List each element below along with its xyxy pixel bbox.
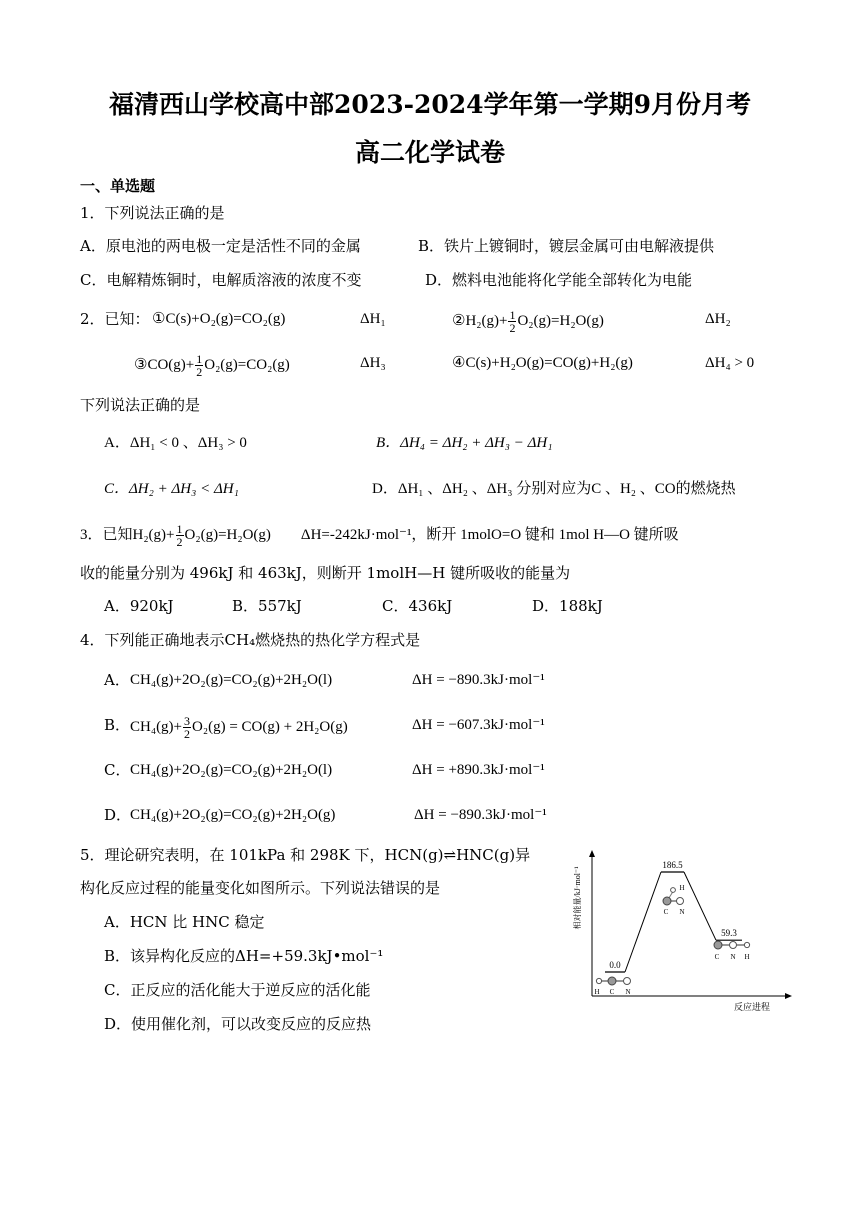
- q2-eq2-right: O₂(g)=H₂O(g): [517, 312, 604, 329]
- hnc-h-atom: [744, 942, 749, 947]
- connector-up: [625, 872, 661, 972]
- q2-option-a: A．ΔH₁ < 0 、ΔH₃ > 0: [104, 435, 247, 451]
- q3-fraction: [176, 523, 184, 548]
- q3-line2: 收的能量分别为 496kJ 和 463kJ，则断开 1molH—H 键所吸收的能量为: [80, 564, 571, 582]
- q3-option-a: A．920kJ: [104, 597, 174, 615]
- q2-eq3: [134, 353, 290, 378]
- q4-b-eq-right: O₂(g) = CO(g) + 2H₂O(g): [192, 718, 348, 735]
- hcn-h-atom: [596, 978, 601, 983]
- q3-line1: [80, 523, 679, 548]
- hnc-c-label: C: [714, 953, 720, 961]
- q2-dh3: ΔH₃: [360, 355, 386, 371]
- hcn-n-label: N: [625, 988, 631, 996]
- connector-down: [684, 872, 716, 940]
- q3-line1-left: 3．已知H₂(g)+: [80, 526, 175, 543]
- q2-eq1: ①C(s)+O₂(g)=CO₂(g): [152, 311, 286, 327]
- q4-option-d-label: D．: [104, 806, 132, 824]
- q2-eq3-frac-num: 1: [196, 352, 203, 366]
- q1-option-a: A．原电池的两电极一定是活性不同的金属: [80, 237, 361, 255]
- q2-eq2-frac-den: 2: [509, 321, 516, 335]
- q2-option-b: B．ΔH₄ = ΔH₂ + ΔH₃ − ΔH₁: [376, 435, 553, 451]
- x-axis-label: 反应进程: [733, 1002, 771, 1012]
- hcn-c-label: C: [609, 988, 615, 996]
- y-axis-arrow: [589, 850, 595, 857]
- molecule-hcn: [594, 977, 630, 996]
- q2-option-d: D．ΔH₁ 、ΔH₂ 、ΔH₃ 分别对应为C 、H₂ 、CO的燃烧热: [372, 481, 736, 497]
- q4-option-a-equation: CH₄(g)+2O₂(g)=CO₂(g)+2H₂O(l): [130, 672, 333, 688]
- hcn-h-label: H: [594, 988, 600, 996]
- q5-option-c: C．正反应的活化能大于逆反应的活化能: [104, 981, 371, 999]
- q5-line2: 构化反应过程的能量变化如图所示。下列说法错误的是: [80, 879, 441, 897]
- q2-dh4: ΔH₄ > 0: [705, 355, 755, 371]
- page-title: 福清西山学校高中部2023-2024学年第一学期9月份月考: [109, 90, 751, 119]
- q1-option-d: D．燃料电池能将化学能全部转化为电能: [425, 271, 693, 289]
- ts-c-label: C: [663, 908, 669, 916]
- q2-prefix: 2．已知：: [80, 310, 150, 328]
- q2-option-c: C．ΔH₂ + ΔH₃ < ΔH₁: [104, 481, 239, 497]
- q4-b-fraction: [183, 715, 191, 740]
- q4-option-d-equation: CH₄(g)+2O₂(g)=CO₂(g)+2H₂O(g): [130, 807, 336, 823]
- q5-option-a: A．HCN 比 HNC 稳定: [104, 913, 265, 931]
- q2-eq2: [452, 309, 604, 334]
- q4-option-c-equation: CH₄(g)+2O₂(g)=CO₂(g)+2H₂O(l): [130, 762, 333, 778]
- q5-option-d: D．使用催化剂，可以改变反应的反应热: [104, 1015, 372, 1033]
- q2-dh2: ΔH₂: [705, 311, 731, 327]
- q1-option-c: C．电解精炼铜时，电解质溶液的浓度不变: [80, 271, 362, 289]
- level-label-transition-state: 186.5: [662, 860, 683, 870]
- page-subtitle: 高二化学试卷: [354, 138, 505, 167]
- q3-frac-den: 2: [176, 535, 183, 549]
- q2-dh1: ΔH₁: [360, 311, 386, 327]
- q4-option-c-label: C．: [104, 761, 131, 779]
- q3-option-c: C．436kJ: [382, 597, 453, 615]
- q4-option-c-enthalpy: ΔH = +890.3kJ·mol⁻¹: [412, 762, 545, 778]
- ts-h-atom: [671, 888, 676, 893]
- section-heading: 一、单选题: [80, 177, 156, 195]
- q2-stem: 下列说法正确的是: [80, 396, 201, 414]
- q4-option-b-equation: [130, 715, 348, 740]
- q4-option-b-label: B．: [104, 716, 131, 734]
- q2-eq3-right: O₂(g)=CO₂(g): [204, 356, 290, 373]
- q4-b-frac-num: 3: [184, 714, 191, 728]
- molecule-hnc: [714, 941, 750, 961]
- hcn-n-atom: [624, 978, 631, 985]
- q2-eq2-left: ②H₂(g)+: [452, 312, 508, 329]
- hnc-c-atom: [714, 941, 722, 949]
- ts-n-atom: [677, 898, 684, 905]
- hnc-n-atom: [730, 942, 737, 949]
- q1-stem: 1．下列说法正确的是: [80, 204, 225, 222]
- q3-option-b: B．557kJ: [232, 597, 302, 615]
- y-axis-label: 相对能量/kJ·mol⁻¹: [573, 866, 582, 930]
- ts-c-atom: [663, 897, 671, 905]
- q3-line1-right: ΔH=-242kJ·mol⁻¹，断开 1molO=O 键和 1mol H—O 键所吸: [300, 526, 679, 543]
- hcn-c-atom: [608, 977, 616, 985]
- q5-option-b: B．该异构化反应的ΔH=+59.3kJ•mol⁻¹: [104, 947, 384, 965]
- q2-eq3-fraction: [195, 353, 203, 378]
- q4-option-b-enthalpy: ΔH = −607.3kJ·mol⁻¹: [412, 717, 545, 733]
- ts-n-label: N: [679, 908, 685, 916]
- q4-stem: 4．下列能正确地表示CH₄燃烧热的热化学方程式是: [80, 631, 421, 649]
- q2-eq2-frac-num: 1: [509, 308, 516, 322]
- q3-option-d: D．188kJ: [532, 597, 603, 615]
- q1-option-b: B．铁片上镀铜时，镀层金属可由电解液提供: [418, 237, 715, 255]
- level-label-reactant: 0.0: [609, 960, 621, 970]
- energy-diagram: [570, 848, 795, 1018]
- x-axis-arrow: [785, 993, 792, 999]
- level-label-product: 59.3: [721, 928, 737, 939]
- molecule-transition-state: [663, 884, 685, 916]
- q5-line1: 5．理论研究表明，在 101kPa 和 298K 下，HCN(g)⇌HNC(g)异: [80, 846, 531, 864]
- q2-eq3-left: ③CO(g)+: [134, 356, 195, 373]
- q3-line1-mid: O₂(g)=H₂O(g): [184, 526, 271, 543]
- q4-option-a-label: A．: [104, 671, 130, 689]
- q2-eq3-frac-den: 2: [196, 365, 203, 379]
- ts-h-label: H: [679, 884, 685, 892]
- q4-b-eq-left: CH₄(g)+: [130, 718, 183, 735]
- q2-eq2-fraction: [508, 309, 516, 334]
- q4-option-d-enthalpy: ΔH = −890.3kJ·mol⁻¹: [414, 807, 547, 823]
- q4-option-a-enthalpy: ΔH = −890.3kJ·mol⁻¹: [412, 672, 545, 688]
- q3-frac-num: 1: [176, 522, 183, 536]
- hnc-n-label: N: [730, 953, 736, 961]
- hnc-h-label: H: [744, 953, 750, 961]
- q2-eq4: ④C(s)+H₂O(g)=CO(g)+H₂(g): [452, 355, 633, 371]
- q4-b-frac-den: 2: [184, 727, 191, 741]
